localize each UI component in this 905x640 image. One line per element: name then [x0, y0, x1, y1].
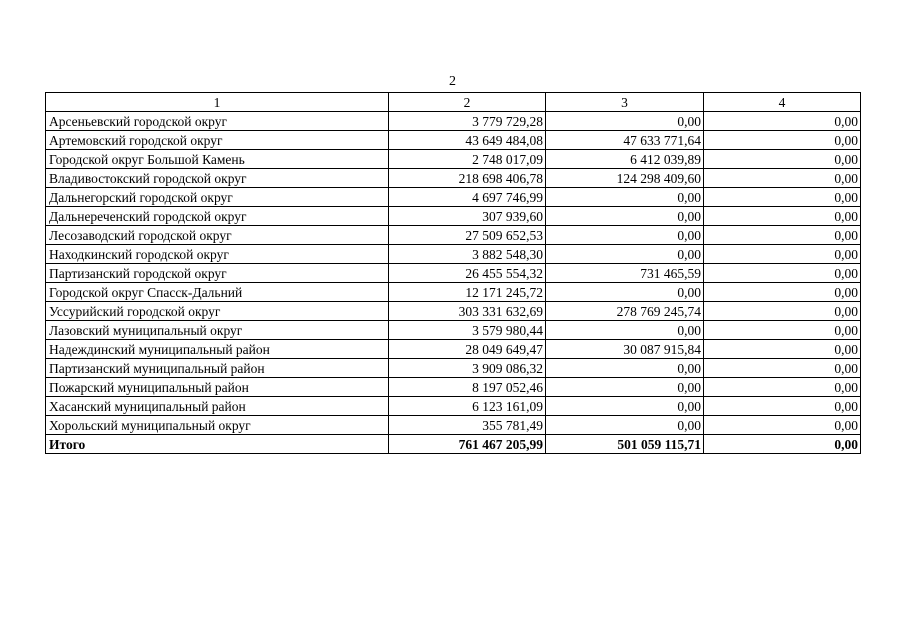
municipality-name: Артемовский городской округ — [46, 131, 389, 150]
table-row — [46, 416, 861, 435]
column-header-2: 2 — [389, 93, 546, 112]
column-2-value: 218 698 406,78 — [389, 169, 546, 188]
column-3-value: 0,00 — [546, 283, 704, 302]
page-number: 2 — [449, 74, 456, 89]
column-4-value: 0,00 — [704, 112, 861, 131]
column-3-value: 0,00 — [546, 359, 704, 378]
municipality-name: Городской округ Спасск-Дальний — [46, 283, 389, 302]
municipality-name: Партизанский муниципальный район — [46, 359, 389, 378]
column-2-value: 307 939,60 — [389, 207, 546, 226]
municipality-name: Дальнегорский городской округ — [46, 188, 389, 207]
municipality-name: Владивостокский городской округ — [46, 169, 389, 188]
total-column-3: 501 059 115,71 — [546, 435, 704, 454]
table-row — [46, 112, 861, 131]
column-3-value: 0,00 — [546, 207, 704, 226]
column-3-value: 30 087 915,84 — [546, 340, 704, 359]
column-3-value: 0,00 — [546, 321, 704, 340]
table-row — [46, 397, 861, 416]
table-row — [46, 226, 861, 245]
municipality-name: Дальнереченский городской округ — [46, 207, 389, 226]
budget-table — [45, 92, 861, 454]
municipality-name: Находкинский городской округ — [46, 245, 389, 264]
column-2-value: 12 171 245,72 — [389, 283, 546, 302]
table-row — [46, 131, 861, 150]
table-row — [46, 245, 861, 264]
header-row — [46, 93, 861, 112]
table-row — [46, 169, 861, 188]
column-4-value: 0,00 — [704, 378, 861, 397]
column-2-value: 6 123 161,09 — [389, 397, 546, 416]
total-column-2: 761 467 205,99 — [389, 435, 546, 454]
total-column-4: 0,00 — [704, 435, 861, 454]
municipality-name: Уссурийский городской округ — [46, 302, 389, 321]
column-4-value: 0,00 — [704, 264, 861, 283]
column-3-value: 0,00 — [546, 416, 704, 435]
municipality-name: Пожарский муниципальный район — [46, 378, 389, 397]
column-4-value: 0,00 — [704, 302, 861, 321]
column-header-1: 1 — [46, 93, 389, 112]
column-3-value: 0,00 — [546, 378, 704, 397]
total-label: Итого — [46, 435, 389, 454]
column-3-value: 124 298 409,60 — [546, 169, 704, 188]
column-3-value: 731 465,59 — [546, 264, 704, 283]
municipality-name: Партизанский городской округ — [46, 264, 389, 283]
column-2-value: 27 509 652,53 — [389, 226, 546, 245]
municipality-name: Арсеньевский городской округ — [46, 112, 389, 131]
table-row — [46, 321, 861, 340]
column-2-value: 3 779 729,28 — [389, 112, 546, 131]
column-2-value: 2 748 017,09 — [389, 150, 546, 169]
column-2-value: 8 197 052,46 — [389, 378, 546, 397]
total-row — [46, 435, 861, 454]
column-4-value: 0,00 — [704, 283, 861, 302]
column-3-value: 0,00 — [546, 112, 704, 131]
column-header-3: 3 — [546, 93, 704, 112]
municipality-name: Хасанский муниципальный район — [46, 397, 389, 416]
column-2-value: 3 579 980,44 — [389, 321, 546, 340]
column-3-value: 6 412 039,89 — [546, 150, 704, 169]
column-4-value: 0,00 — [704, 188, 861, 207]
table-row — [46, 302, 861, 321]
table-row — [46, 207, 861, 226]
table-row — [46, 378, 861, 397]
column-4-value: 0,00 — [704, 340, 861, 359]
municipality-name: Хорольский муниципальный округ — [46, 416, 389, 435]
column-4-value: 0,00 — [704, 169, 861, 188]
column-4-value: 0,00 — [704, 397, 861, 416]
municipality-name: Лесозаводский городской округ — [46, 226, 389, 245]
municipality-name: Городской округ Большой Камень — [46, 150, 389, 169]
column-2-value: 3 909 086,32 — [389, 359, 546, 378]
column-3-value: 0,00 — [546, 245, 704, 264]
column-2-value: 26 455 554,32 — [389, 264, 546, 283]
column-2-value: 4 697 746,99 — [389, 188, 546, 207]
column-4-value: 0,00 — [704, 321, 861, 340]
municipality-name: Надеждинский муниципальный район — [46, 340, 389, 359]
column-4-value: 0,00 — [704, 416, 861, 435]
column-3-value: 0,00 — [546, 188, 704, 207]
column-4-value: 0,00 — [704, 245, 861, 264]
column-2-value: 3 882 548,30 — [389, 245, 546, 264]
column-3-value: 0,00 — [546, 226, 704, 245]
column-4-value: 0,00 — [704, 226, 861, 245]
column-4-value: 0,00 — [704, 207, 861, 226]
municipality-name: Лазовский муниципальный округ — [46, 321, 389, 340]
column-2-value: 43 649 484,08 — [389, 131, 546, 150]
column-3-value: 278 769 245,74 — [546, 302, 704, 321]
column-4-value: 0,00 — [704, 359, 861, 378]
column-2-value: 355 781,49 — [389, 416, 546, 435]
table-row — [46, 340, 861, 359]
column-2-value: 28 049 649,47 — [389, 340, 546, 359]
table-row — [46, 150, 861, 169]
column-2-value: 303 331 632,69 — [389, 302, 546, 321]
column-3-value: 47 633 771,64 — [546, 131, 704, 150]
column-3-value: 0,00 — [546, 397, 704, 416]
table-row — [46, 359, 861, 378]
column-4-value: 0,00 — [704, 131, 861, 150]
table-row — [46, 188, 861, 207]
table-row — [46, 283, 861, 302]
column-header-4: 4 — [704, 93, 861, 112]
table-row — [46, 264, 861, 283]
column-4-value: 0,00 — [704, 150, 861, 169]
